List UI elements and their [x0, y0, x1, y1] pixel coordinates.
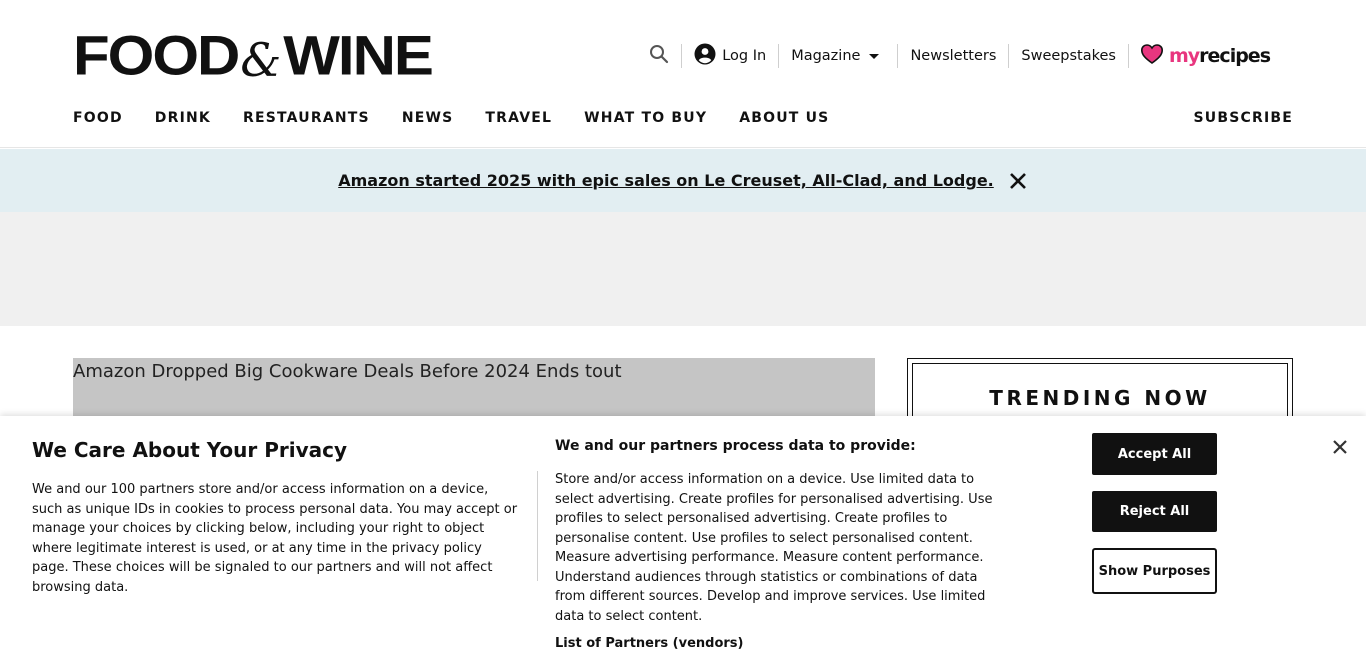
- privacy-purposes-section: [555, 438, 995, 651]
- reject-all-button[interactable]: Reject All: [1092, 491, 1217, 532]
- search-button[interactable]: [637, 44, 681, 68]
- list-of-partners-link[interactable]: List of Partners (vendors): [555, 636, 744, 651]
- divider: [537, 471, 538, 581]
- ad-slot: [0, 212, 1366, 326]
- nav-item-about-us[interactable]: ABOUT US: [739, 110, 830, 126]
- privacy-title: We Care About Your Privacy: [32, 438, 347, 462]
- privacy-intro: [32, 438, 522, 597]
- privacy-subtitle: We and our partners process data to provide:: [555, 438, 916, 454]
- logo-word-wine: WINE: [283, 24, 432, 87]
- login-link[interactable]: [682, 44, 778, 68]
- search-icon: [649, 44, 669, 68]
- food-and-wine-logo[interactable]: [73, 24, 432, 87]
- promo-link[interactable]: Amazon started 2025 with epic sales on Le Creuset, All-Clad, and Lodge.: [338, 171, 994, 190]
- close-icon[interactable]: [1331, 438, 1349, 456]
- magazine-label: Magazine: [791, 48, 861, 64]
- myrecipes-logo: [1169, 45, 1270, 67]
- nav-item-news[interactable]: NEWS: [401, 110, 454, 126]
- site-header: [0, 0, 1366, 148]
- newsletters-link[interactable]: [898, 44, 1008, 68]
- nav-item-food[interactable]: FOOD: [73, 110, 123, 126]
- tout-alt-text: Amazon Dropped Big Cookware Deals Before 2024 Ends tout: [73, 361, 622, 382]
- trending-title: TRENDING NOW: [989, 386, 1211, 410]
- caret-down-icon: [869, 54, 879, 59]
- myrecipes-logo-recipes: recipes: [1199, 45, 1270, 67]
- privacy-purposes-text: Store and/or access information on a device. Use limited data to select advertising. Create profiles for personalised advertising. Use profiles to select personalised advertising. Create profiles to personalise content. Use profiles to select personalised content. Measure advertising performance. Measure content performance. Understand audiences through statistics or combinations of data from different sources. Develop and improve services. Use limited data to select content.: [555, 472, 993, 624]
- utility-nav: [637, 42, 1270, 70]
- privacy-consent-dialog: [0, 416, 1366, 651]
- sweepstakes-label: Sweepstakes: [1021, 48, 1116, 64]
- show-purposes-button[interactable]: Show Purposes: [1092, 548, 1217, 594]
- magazine-dropdown[interactable]: [779, 44, 897, 68]
- nav-item-what-to-buy[interactable]: WHAT TO BUY: [584, 110, 708, 126]
- login-label: Log In: [722, 48, 767, 64]
- sweepstakes-link[interactable]: [1009, 44, 1128, 68]
- nav-item-drink[interactable]: DRINK: [154, 110, 211, 126]
- close-icon[interactable]: [1008, 171, 1028, 191]
- myrecipes-logo-my: my: [1168, 45, 1200, 67]
- user-account-icon: [694, 43, 716, 69]
- promo-banner: [0, 149, 1366, 212]
- accept-all-button[interactable]: Accept All: [1092, 433, 1217, 475]
- privacy-body: We and our 100 partners store and/or access information on a device, such as unique IDs in cookies to process personal data. You may accept or manage your choices by clicking below, including your right to object where legitimate interest is used, or at any time in the privacy policy page. These choices will be signaled to our partners and will not affect browsing data.: [32, 482, 518, 595]
- nav-item-travel[interactable]: TRAVEL: [485, 110, 553, 126]
- subscribe-link[interactable]: SUBSCRIBE: [1193, 110, 1293, 126]
- newsletters-label: Newsletters: [910, 48, 997, 64]
- main-nav: [73, 110, 861, 126]
- logo-word-food: FOOD: [73, 24, 239, 87]
- logo-ampersand: &: [240, 33, 282, 87]
- heart-icon: [1141, 44, 1163, 68]
- nav-item-restaurants[interactable]: RESTAURANTS: [242, 110, 370, 126]
- myrecipes-link[interactable]: [1129, 44, 1270, 68]
